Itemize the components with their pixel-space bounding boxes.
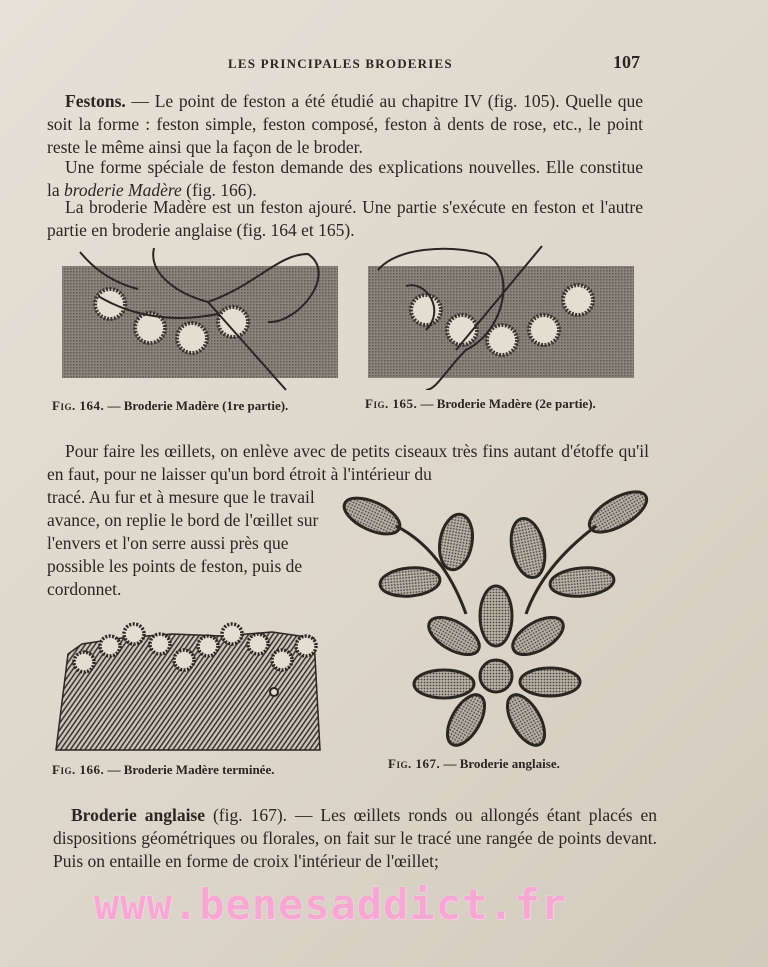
- anglaise-text: (fig. 167). — Les œillets ronds ou allongés étant placés en dispositions géométriques ou florales, on fait sur le tracé une rangée de points devant. Puis on entaille en forme de croix l'intérieur de l'œillet;: [53, 805, 657, 871]
- page-number: 107: [613, 52, 640, 72]
- broderie-madere-italic: broderie Madère: [64, 180, 182, 200]
- page-header: [0, 52, 768, 74]
- forme-end: (fig. 166).: [181, 180, 257, 200]
- paragraph-oeillets: [47, 440, 649, 486]
- festons-text: — Le point de feston a été étudié au chapitre IV (fig. 105). Quelle que soit la forme : feston simple, feston composé, feston à dents de rose, etc., le point reste le même ainsi que la façon de le broder.: [47, 91, 643, 157]
- running-head: LES PRINCIPALES BRODERIES: [228, 56, 453, 71]
- caption-fig-167: [388, 756, 560, 772]
- anglaise-title: Broderie anglaise: [71, 805, 206, 825]
- figure-165-illustration: [366, 240, 638, 390]
- site-watermark: www.benesaddict.fr: [94, 880, 568, 929]
- caption-fig-166: [52, 762, 274, 778]
- fig-166-label: Fig. 166.: [52, 762, 105, 777]
- figure-164-illustration: [58, 244, 342, 394]
- figure-167-illustration: [336, 486, 652, 750]
- fig-166-text: — Broderie Madère terminée.: [104, 762, 275, 777]
- caption-fig-165: [365, 396, 596, 412]
- fig-167-label: Fig. 167.: [388, 756, 441, 771]
- fig-165-text: — Broderie Madère (2e partie).: [417, 396, 596, 411]
- paragraph-broderie-anglaise: [53, 804, 657, 873]
- oeillets-text: Pour faire les œillets, on enlève avec de petits ciseaux très fins autant d'étoffe qu'il en faut, pour ne laisser qu'un bord étroit à l'intérieur du: [47, 441, 649, 484]
- fig-167-text: — Broderie anglaise.: [440, 756, 560, 771]
- paragraph-madere: [47, 196, 643, 242]
- fig-164-text: — Broderie Madère (1re partie).: [104, 398, 289, 413]
- fig-164-label: Fig. 164.: [52, 398, 105, 413]
- paragraph-festons: [47, 90, 643, 159]
- caption-fig-164: [52, 398, 288, 414]
- figure-166-illustration: [52, 614, 324, 754]
- paragraph-oeillets-continued: [47, 486, 327, 601]
- forme-text: Une forme spéciale de feston demande des explications nouvelles. Elle constitue la: [47, 157, 643, 200]
- madere-text: La broderie Madère est un feston ajouré. Une partie s'exécute en feston et l'autre partie en broderie anglaise (fig. 164 et 165).: [47, 197, 643, 240]
- festons-title: Festons.: [65, 91, 126, 111]
- fig-165-label: Fig. 165.: [365, 396, 418, 411]
- oeillets-continued-text: tracé. Au fur et à mesure que le travail avance, on replie le bord de l'œillet sur l'envers et l'on serre aussi près que possible les points de feston, puis de cordonnet.: [47, 487, 319, 599]
